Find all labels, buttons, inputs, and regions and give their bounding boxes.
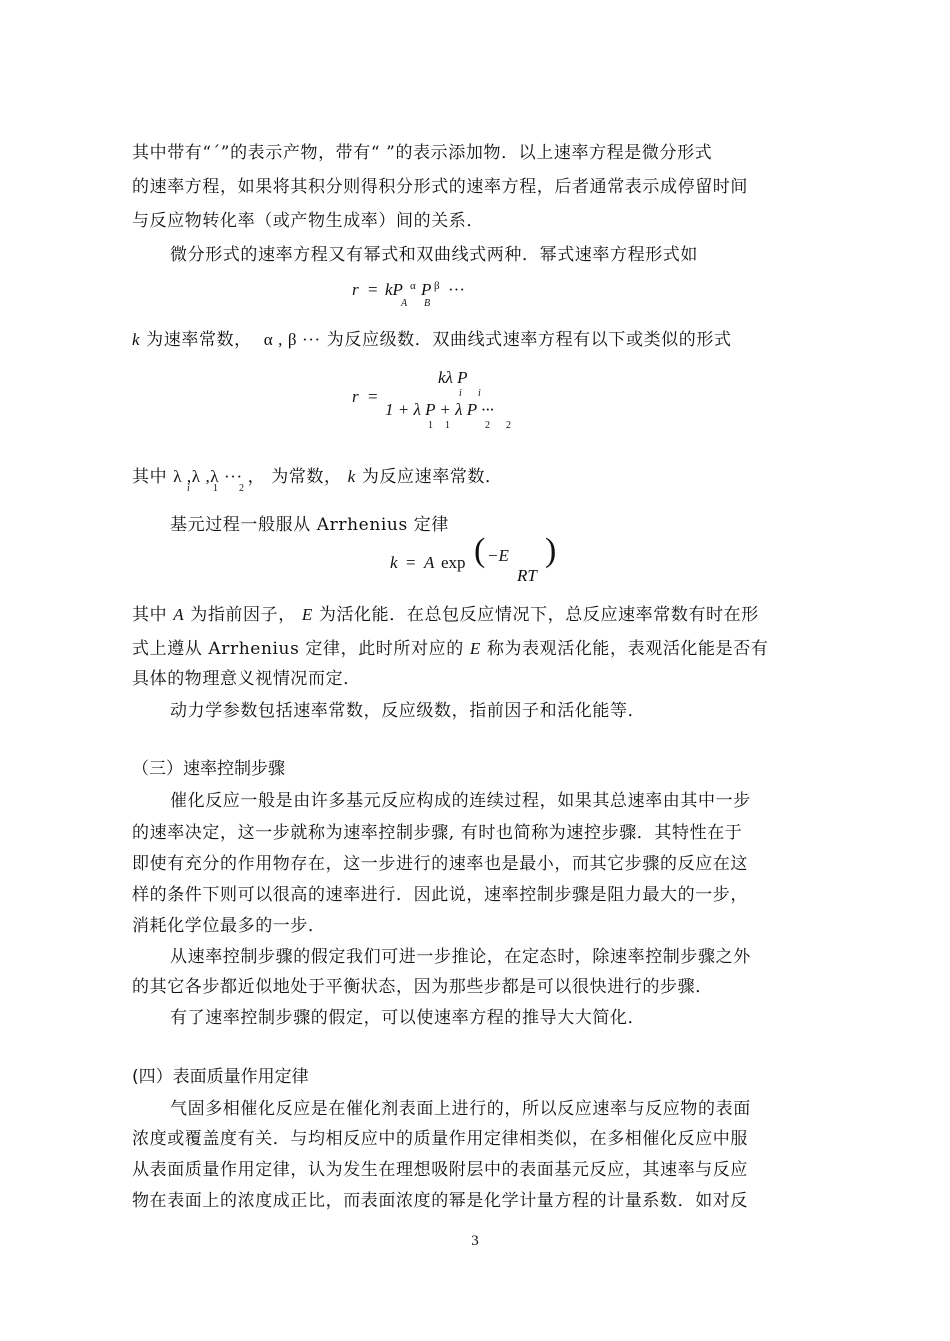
eq-subscript: 2 (485, 420, 490, 431)
eq-subscript: 2 (506, 420, 511, 431)
para-text-line: 从表面质量作用定律，认为发生在理想吸附层中的表面基元反应，其速率与反应 (132, 1160, 748, 1180)
para-text-line: 与反应物转化率（或产物生成率）间的关系． (132, 211, 484, 231)
text-span: 为反应级数．双曲线式速率方程有以下或类似的形式 (326, 330, 732, 350)
para-text-line: 气固多相催化反应是在催化剂表面上进行的，所以反应速率与反应物的表面 (170, 1099, 751, 1119)
eq-lhs: k (390, 553, 398, 572)
text-span: 为速率常数， (146, 330, 252, 350)
text-span: 其中 (132, 605, 168, 625)
eq-exponent-denominator: RT (517, 566, 537, 585)
eq-exponent: α (410, 280, 416, 292)
eq-subscript: 1 (428, 420, 433, 431)
text-span: 为活化能．在总包反应情况下，总反应速率常数有时在形 (318, 605, 759, 625)
eq-sign: = (368, 387, 378, 406)
eq-dots: ··· (448, 280, 465, 299)
eq-denominator: 1 + λ P + λ P ··· (385, 400, 494, 419)
eq-exponent: −E (487, 546, 509, 565)
para-text-line (132, 325, 732, 350)
para-text-line: 浓度或覆盖度有关．与均相反应中的质量作用定律相类似，在多相催化反应中服 (132, 1129, 748, 1149)
eq-numerator: kλ P (438, 368, 468, 387)
text-span: 其中 (132, 467, 168, 487)
symbol-A: A (173, 605, 185, 624)
symbol-E: E (469, 639, 481, 658)
para-text-line: 有了速率控制步骤的假定，可以使速率方程的推导大大简化． (170, 1008, 646, 1028)
lambda-symbols: λ ,λ ,λ ··· ， (173, 467, 266, 486)
para-text-line: 的速率决定，这一步就称为速率控制步骤, 有时也简称为速控步骤．其特性在于 (132, 823, 743, 843)
page-number: 3 (471, 1233, 479, 1249)
eq-lhs: r (352, 280, 359, 299)
symbol-k: k (347, 467, 356, 486)
section-heading: (四）表面质量作用定律 (132, 1067, 309, 1087)
text-span: 式上遵从 Arrhenius 定律，此时所对应的 (132, 639, 464, 659)
subscript-1: 1 (213, 483, 218, 494)
subscript-i: i (187, 483, 190, 494)
text-span: 为指前因子， (190, 605, 296, 625)
para-text-line: 具体的物理意义视情况而定． (132, 669, 361, 689)
para-text-line (132, 600, 759, 625)
para-text-line: 的速率方程，如果将其积分则得积分形式的速率方程，后者通常表示成停留时间 (132, 177, 748, 197)
eq-sign: = (406, 553, 416, 572)
para-text-line (132, 634, 768, 659)
eq-subscript: B (424, 298, 431, 309)
text-span: 称为表观活化能，表观活化能是否有 (486, 639, 769, 659)
para-text-line: 其中带有“ˊ”的表示产物，带有“ ”的表示添加物．以上速率方程是微分形式 (132, 143, 713, 163)
text-span: 为常数， (271, 467, 342, 487)
eq-paren-left: ( (474, 532, 486, 569)
para-text-line: 物在表面上的浓度成正比，而表面浓度的幂是化学计量方程的计量系数．如对反 (132, 1191, 748, 1211)
symbol-E: E (301, 605, 313, 624)
symbol-k: k (132, 330, 141, 349)
para-text-line: 样的条件下则可以很高的速率进行．因此说，速率控制步骤是阻力最大的一步， (132, 885, 748, 905)
eq-term: A (424, 553, 435, 572)
subscript-2: 2 (239, 483, 244, 494)
text-span: 为反应速率常数． (361, 467, 503, 487)
para-text-line: 从速率控制步骤的假定我们可进一步推论，在定态时，除速率控制步骤之外 (170, 947, 751, 967)
eq-lhs: r (352, 387, 359, 406)
para-text-line: 消耗化学位最多的一步． (132, 916, 326, 936)
para-text-line: 动力学参数包括速率常数，反应级数，指前因子和活化能等． (170, 701, 646, 721)
eq-paren-right: ) (545, 532, 557, 569)
eq-subscript: 1 (445, 420, 450, 431)
eq-subscript: i (478, 388, 481, 399)
eq-sign: = (368, 280, 378, 299)
para-text-line: 基元过程一般服从 Arrhenius 定律 (170, 515, 450, 535)
para-text-line: 催化反应一般是由许多基元反应构成的连续过程，如果其总速率由其中一步 (170, 791, 751, 811)
section-heading: （三）速率控制步骤 (132, 759, 285, 779)
eq-exp: exp (441, 553, 466, 572)
eq-exponent: β (434, 280, 440, 292)
eq-subscript: A (401, 298, 408, 309)
para-text-line: 微分形式的速率方程又有幂式和双曲线式两种．幂式速率方程形式如 (170, 245, 698, 265)
para-text-line: 即使有充分的作用物存在，这一步进行的速率也是最小，而其它步骤的反应在这 (132, 854, 748, 874)
eq-term: P (421, 280, 432, 299)
greek-symbols: α , β ··· (263, 330, 321, 349)
para-text-line: 的其它各步都近似地处于平衡状态，因为那些步都是可以很快进行的步骤． (132, 977, 713, 997)
eq-term: kP (385, 280, 403, 299)
eq-subscript: i (459, 388, 462, 399)
